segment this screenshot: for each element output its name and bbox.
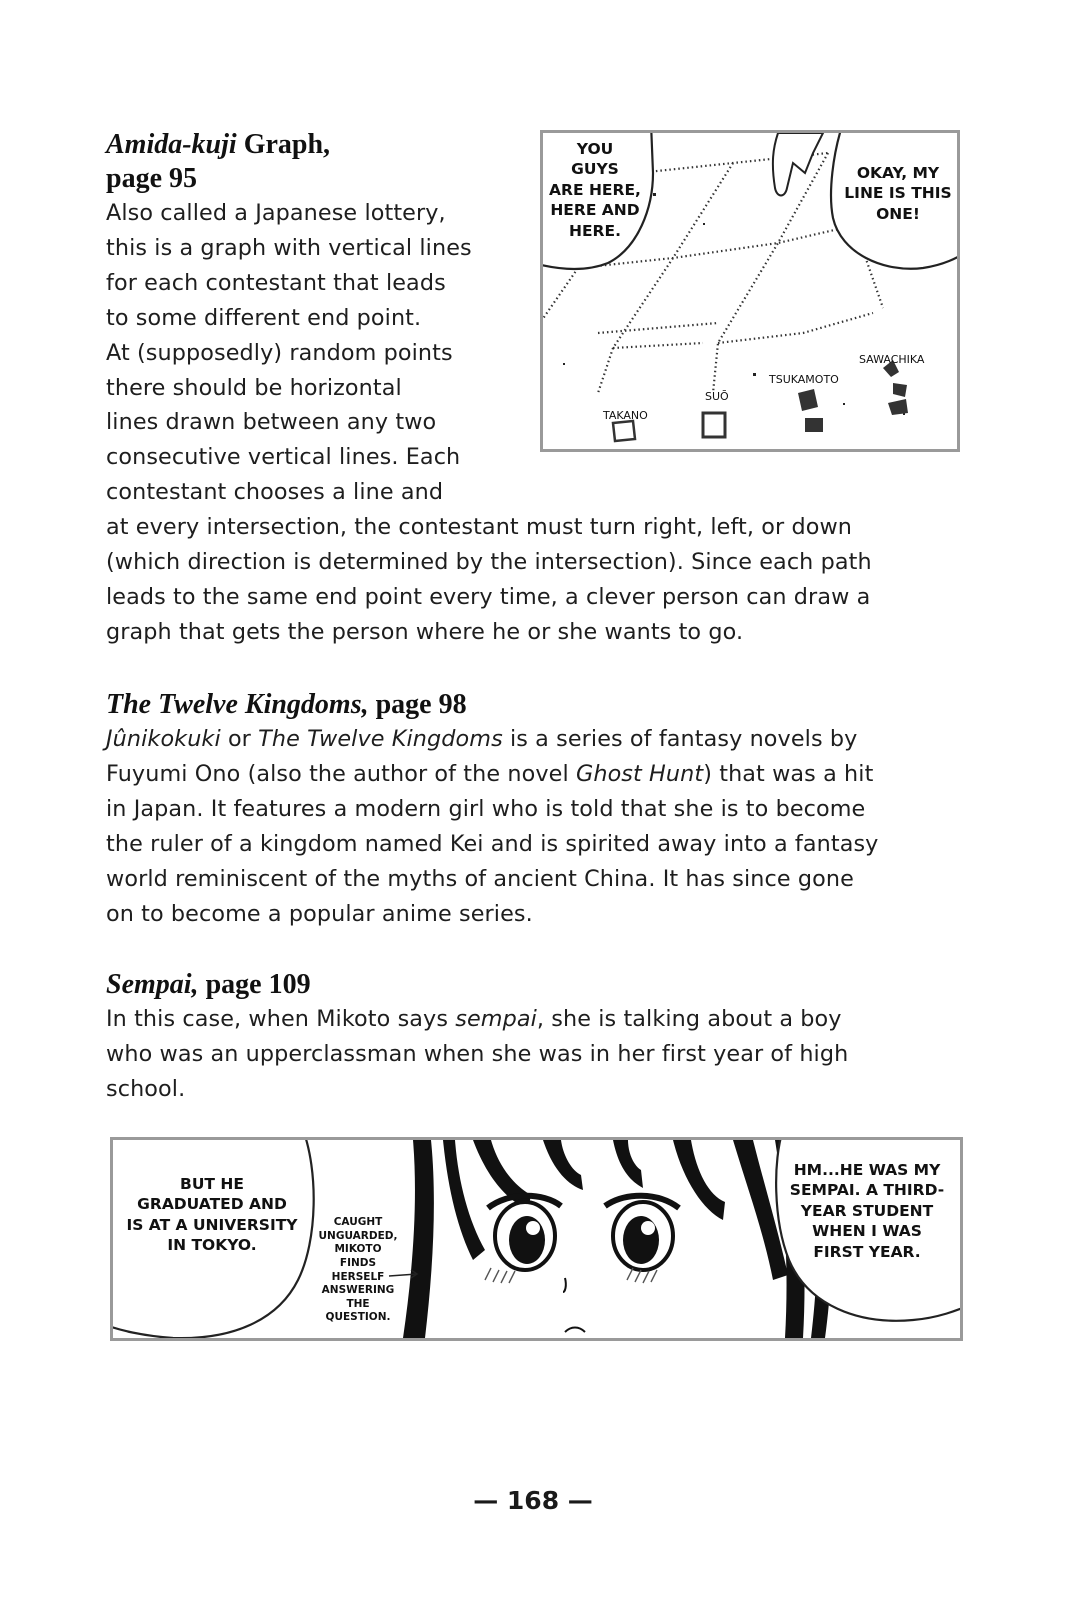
section-body-twelve-kingdoms: Jûnikokuki or The Twelve Kingdoms is a series of fantasy novels by Fuyumi Ono (also the author of the novel Ghost Hunt) that was a hit in Japan. It features a modern girl who is told that she is to become the ruler of a kingdom named Kei and is spirited away into a fantasy world reminiscent of the myths of ancient China. It has since gone on to become a popular anime series. (106, 726, 879, 927)
manga-panel-mikoto-sempai (110, 1137, 963, 1341)
name-label-sawachika: SAWACHIKA (859, 353, 925, 366)
section-twelve-kingdoms (106, 688, 966, 931)
narration-caption-caught-unguarded: CAUGHT UNGUARDED, MIKOTO FINDS HERSELF ANSWERING THE QUESTION. (318, 1216, 398, 1324)
section-title-twelve-kingdoms: The Twelve Kingdoms, page 98 (106, 689, 467, 720)
pointing-finger-icon (773, 133, 823, 196)
anime-eye-right (605, 1196, 679, 1270)
name-label-takano: TAKANO (603, 409, 648, 422)
manga-panel-amida-graph (540, 130, 960, 452)
section-body-sempai: In this case, when Mikoto says sempai, she is talking about a boy who was an upperclassman when she was in her first year of high school. (106, 1006, 849, 1102)
name-label-suo: SUŌ (705, 390, 729, 403)
section-title-amida-kuji: Amida-kuji Graph, page 95 (106, 129, 331, 194)
speech-bubble-okay-my-line: OKAY, MY LINE IS THIS ONE! (844, 164, 952, 223)
speech-bubble-he-was-my-sempai: HM...HE WAS MY SEMPAI. A THIRD- YEAR STUDENT WHEN I WAS FIRST YEAR. (789, 1161, 945, 1261)
anime-eye-left (488, 1196, 561, 1270)
section-body-amida-kuji: Also called a Japanese lottery, this is a graph with vertical lines for each contestant that leads to some different end point. At (supposedly) random points there should be horizontal lines drawn between any two consecutive vertical lines. Each contestant chooses a line and at every intersection, the contestant must turn right, left, or down (which direction is determined by the intersection). Since each path leads to the same end point every time, a clever person can draw a graph that gets the person where he or she wants to go. (106, 200, 872, 645)
speech-bubble-you-guys: YOU GUYS ARE HERE, HERE AND HERE. (549, 140, 641, 240)
name-label-tsukamoto: TSUKAMOTO (769, 373, 839, 386)
section-sempai (106, 968, 966, 1107)
page-number: — 168 — (473, 1486, 593, 1515)
speech-bubble-but-he-graduated: BUT HE GRADUATED AND IS AT A UNIVERSITY IN TOKYO. (126, 1175, 298, 1255)
section-title-sempai: Sempai, page 109 (106, 969, 311, 1000)
